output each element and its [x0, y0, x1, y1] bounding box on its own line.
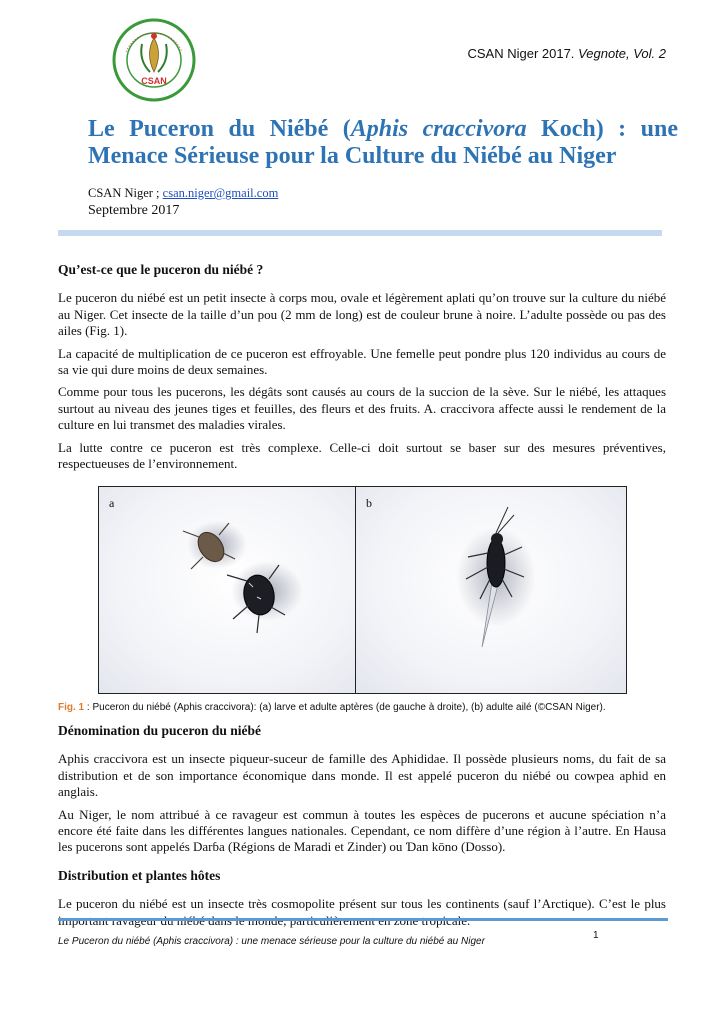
section-heading-naming: Dénomination du puceron du niébé	[58, 722, 262, 738]
byline-author: CSAN Niger ;	[88, 186, 160, 200]
figure-caption	[58, 700, 666, 716]
logo-acronym: CSAN	[141, 76, 167, 86]
paragraph: La capacité de multiplication de ce puceron est effroyable. Une femelle peut pondre plus 120 individus au cours de sa vie qui dure moins de deux semaines.	[58, 345, 666, 378]
title-part2: Koch) : une Menace Sérieuse pour la Culture du Niébé au Niger	[88, 116, 678, 169]
photo-label-b: b	[366, 496, 372, 511]
paragraph: La lutte contre ce puceron est très complexe. Celle-ci doit surtout se baser sur des mesures préventives, respectueuses de l’environnement.	[58, 439, 666, 472]
header-series: CSAN Niger 2017.	[467, 46, 575, 61]
photo-apterous-aphids	[98, 486, 370, 694]
paragraph: Comme pour tous les pucerons, les dégâts sont causés au cours de la succion de la sève. Sur le niébé, les attaques surtout au niveau des jeunes tiges et feuilles, des fleurs et des fruits. A. craccivora affecte aussi le rendement de la culture en lui transmet des maladies virales.	[58, 384, 666, 433]
photo-winged-aphid	[355, 486, 627, 694]
figure-caption-text: : Puceron du niébé (Aphis craccivora): (a) larve et adulte aptères (de gauche à droite), (b) adulte ailé (©CSAN Niger).	[84, 702, 606, 714]
title-species: Aphis craccivora	[350, 116, 527, 142]
article-body	[58, 262, 666, 935]
section-heading-distribution: Distribution et plantes hôtes	[58, 867, 221, 883]
running-footer: Le Puceron du niébé (Aphis craccivora) : une menace sérieuse pour la culture du niébé au Niger	[58, 936, 485, 947]
winged-aphid-illustration	[356, 487, 626, 693]
figure-caption-label: Fig. 1	[58, 702, 85, 714]
paragraph: Au Niger, le nom attribué à ce ravageur est commun à toutes les espèces de pucerons et aucune spéciation n’a encore été faite dans les différentes langues nationales. Cependant, ce nom diffère d’une région à l’autre. En Hausa les pucerons sont appelés Darɓa (Régions de Maradi et Zinder) ou Ɗan kōno (Dosso).	[58, 806, 666, 855]
page-number: 1	[593, 930, 599, 941]
document-title	[88, 116, 678, 170]
figure-1	[58, 486, 666, 700]
publication-date: Septembre 2017	[88, 203, 180, 218]
csan-logo	[112, 18, 196, 102]
paragraph: Le puceron du niébé est un petit insecte à corps mou, ovale et légèrement aplati qu’on trouve sur la culture du niébé au Niger. Cet insecte de la taille d’un pou (2 mm de long) est de couleur brune à noire. L’adulte possède ou pas des ailes (Fig. 1).	[58, 290, 666, 339]
footer-divider	[58, 918, 668, 921]
header-journal: Vegnote, Vol. 2	[578, 46, 666, 61]
photo-label-a: a	[109, 496, 115, 511]
title-part1: Le Puceron du Niébé (	[88, 116, 351, 142]
aphid-larva-and-adult-illustration	[99, 487, 369, 693]
running-header	[467, 46, 666, 61]
section-heading-what-is: Qu’est-ce que le puceron du niébé ?	[58, 262, 264, 277]
byline	[88, 186, 278, 201]
paragraph: Le puceron du niébé est un insecte très cosmopolite présent sur tous les continents (sauf l’Arctique). C’est le plus	[58, 896, 666, 912]
author-email-link[interactable]: csan.niger@gmail.com	[162, 186, 279, 200]
header-divider	[58, 230, 662, 236]
paragraph: Aphis craccivora est un insecte piqueur-suceur de famille des Aphididae. Il possède plusieurs noms, du fait de sa distribution et de son importance économique dans monde. Il est appelé puceron du niébé ou cowpea aphid en anglais.	[58, 751, 666, 800]
